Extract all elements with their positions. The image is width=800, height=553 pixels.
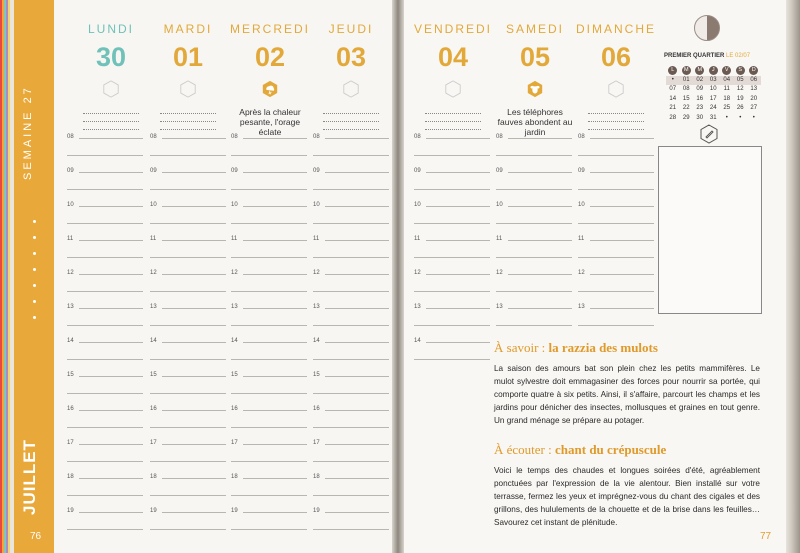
hour-column-samedi (496, 132, 572, 336)
hour-slot[interactable] (313, 200, 389, 234)
hour-label: 14 (414, 338, 421, 344)
hour-label: 16 (150, 406, 157, 412)
hour-slot[interactable] (67, 200, 143, 234)
calendar-day: 04 (720, 76, 734, 86)
hour-label: 10 (231, 202, 238, 208)
hour-label: 18 (231, 474, 238, 480)
hexagon-icon (607, 80, 625, 98)
hour-slot[interactable] (414, 234, 490, 268)
hour-label: 15 (313, 372, 320, 378)
article-prefix: À écouter : (494, 442, 556, 457)
hour-slot[interactable] (496, 200, 572, 234)
hour-label: 08 (67, 134, 74, 140)
hour-label: 17 (231, 440, 238, 446)
hour-label: 13 (313, 304, 320, 310)
day-number: 30 (95, 42, 127, 72)
calendar-day: 06 (747, 76, 761, 86)
calendar-day: 28 (669, 114, 677, 121)
hour-label: 13 (150, 304, 157, 310)
hour-label: 19 (67, 508, 74, 514)
hour-label: 14 (67, 338, 74, 344)
calendar-day: 14 (669, 95, 677, 102)
hour-label: 15 (231, 372, 238, 378)
hour-label: 11 (414, 236, 421, 242)
hour-label: 14 (313, 338, 320, 344)
hour-slot[interactable] (231, 234, 307, 268)
hour-label: 19 (150, 508, 157, 514)
hour-label: 15 (67, 372, 74, 378)
hour-label: 10 (578, 202, 585, 208)
bee-icon (526, 80, 544, 98)
hour-label: 09 (150, 168, 157, 174)
hour-slot[interactable] (313, 166, 389, 200)
hour-label: 10 (67, 202, 74, 208)
hour-slot[interactable] (67, 166, 143, 200)
day-name: MERCREDI (230, 22, 311, 36)
calendar-week-row (666, 104, 762, 114)
hour-slot[interactable] (67, 336, 143, 370)
hour-label: 08 (414, 134, 421, 140)
hour-slot[interactable] (67, 438, 143, 472)
hour-slot[interactable] (578, 302, 654, 336)
day-name: SAMEDI (505, 22, 564, 36)
hour-label: 12 (313, 270, 320, 276)
hour-slot[interactable] (578, 132, 654, 166)
hour-slot[interactable] (313, 132, 389, 166)
calendar-week-row (666, 85, 762, 95)
day-number: 02 (254, 42, 286, 72)
hour-slot[interactable] (231, 506, 307, 540)
day-note: Les téléphores fauves abondent au jardin (497, 107, 573, 137)
calendar-weekday: M (695, 66, 704, 75)
hour-slot[interactable] (231, 472, 307, 506)
calendar-day: 31 (709, 114, 717, 121)
hour-column-mardi (150, 132, 226, 540)
hour-label: 13 (231, 304, 238, 310)
hour-slot[interactable] (313, 438, 389, 472)
hour-label: 11 (150, 236, 157, 242)
page-edge-colored (0, 0, 14, 553)
hour-label: 10 (414, 202, 421, 208)
day-header-jeudi (311, 22, 391, 130)
hour-slot[interactable] (414, 200, 490, 234)
hour-column-lundi (67, 132, 143, 540)
hour-slot[interactable] (313, 370, 389, 404)
hour-slot[interactable] (150, 336, 226, 370)
hour-slot[interactable] (150, 268, 226, 302)
moon-phase-icon (694, 15, 720, 41)
article-title (494, 340, 760, 356)
calendar-day: • (725, 114, 728, 121)
notes-box[interactable] (658, 146, 762, 314)
day-number: 04 (437, 42, 469, 72)
calendar-day: • (739, 114, 742, 121)
hour-slot[interactable] (67, 132, 143, 166)
hour-label: 13 (414, 304, 421, 310)
calendar-day: • (666, 76, 680, 86)
hour-slot[interactable] (231, 336, 307, 370)
hour-slot[interactable] (414, 132, 490, 166)
hour-slot[interactable] (578, 166, 654, 200)
calendar-week-row (666, 76, 762, 86)
hour-slot[interactable] (414, 166, 490, 200)
hour-label: 12 (414, 270, 421, 276)
day-name: VENDREDI (413, 22, 492, 36)
hour-label: 10 (313, 202, 320, 208)
article-prefix: À savoir : (494, 340, 549, 355)
hour-label: 09 (414, 168, 421, 174)
hexagon-icon (102, 80, 120, 98)
hour-slot[interactable] (150, 166, 226, 200)
hour-slot[interactable] (150, 132, 226, 166)
calendar-day: 15 (682, 95, 690, 102)
calendar-day: 21 (669, 105, 677, 111)
article-title-text: chant du crépuscule (555, 442, 667, 457)
calendar-day: 18 (723, 95, 731, 102)
moon-phase-label (664, 53, 750, 59)
hour-label: 11 (231, 236, 238, 242)
hour-slot[interactable] (150, 234, 226, 268)
hour-slot[interactable] (313, 234, 389, 268)
hour-slot[interactable] (496, 132, 572, 166)
hexagon-icon (342, 80, 360, 98)
page-edge-right (786, 0, 800, 553)
hour-label: 16 (313, 406, 320, 412)
hour-label: 16 (67, 406, 74, 412)
day-name: DIMANCHE (576, 22, 657, 36)
calendar-day: • (752, 114, 755, 121)
hour-slot[interactable] (67, 506, 143, 540)
page-number-right: 77 (760, 531, 772, 542)
hour-slot[interactable] (231, 132, 307, 166)
hour-slot[interactable] (578, 268, 654, 302)
hour-slot[interactable] (496, 166, 572, 200)
hour-slot[interactable] (313, 268, 389, 302)
hour-label: 14 (150, 338, 157, 344)
calendar-header-row (666, 66, 762, 76)
calendar-week-row (666, 95, 762, 105)
calendar-day: 08 (682, 86, 690, 92)
hour-label: 16 (231, 406, 238, 412)
hour-label: 17 (150, 440, 157, 446)
hour-slot[interactable] (414, 302, 490, 336)
day-note: Après la chaleur pesante, l'orage éclate (239, 107, 301, 137)
hour-label: 10 (150, 202, 157, 208)
day-name: LUNDI (87, 22, 134, 36)
day-name: MARDI (163, 22, 213, 36)
hour-slot[interactable] (313, 506, 389, 540)
calendar-weekday: M (682, 66, 691, 75)
hour-label: 11 (496, 236, 503, 242)
hexagon-icon (444, 80, 462, 98)
hour-slot[interactable] (578, 200, 654, 234)
hour-label: 19 (313, 508, 320, 514)
moon-phase-name: PREMIER QUARTIER (664, 53, 725, 59)
hour-label: 11 (313, 236, 320, 242)
calendar-day: 19 (736, 95, 744, 102)
calendar-day: 29 (682, 114, 690, 121)
hour-label: 12 (150, 270, 157, 276)
hour-slot[interactable] (67, 268, 143, 302)
hour-slot[interactable] (313, 472, 389, 506)
article-title (494, 442, 760, 458)
article-title-text: la razzia des mulots (548, 340, 658, 355)
calendar-weekday: J (709, 66, 718, 75)
hour-slot[interactable] (67, 404, 143, 438)
hour-label: 08 (313, 134, 320, 140)
calendar-weekday: V (722, 66, 731, 75)
hour-label: 12 (496, 270, 503, 276)
hour-slot[interactable] (67, 370, 143, 404)
hour-slot[interactable] (150, 404, 226, 438)
calendar-day: 17 (709, 95, 717, 102)
calendar-day: 12 (736, 86, 744, 92)
calendar-day: 10 (709, 86, 717, 92)
hour-label: 08 (150, 134, 157, 140)
hour-slot[interactable] (578, 234, 654, 268)
hour-label: 13 (67, 304, 74, 310)
hour-slot[interactable] (496, 268, 572, 302)
calendar-week-row (666, 114, 762, 124)
article-a-ecouter (494, 442, 760, 529)
hour-slot[interactable] (67, 302, 143, 336)
hour-slot[interactable] (150, 370, 226, 404)
hour-slot[interactable] (231, 302, 307, 336)
calendar-day: 13 (750, 86, 758, 92)
hour-label: 14 (231, 338, 238, 344)
calendar-day: 30 (696, 114, 704, 121)
hour-label: 09 (496, 168, 503, 174)
calendar-body (666, 76, 762, 124)
month-label: JUILLET (20, 439, 39, 515)
hour-label: 18 (313, 474, 320, 480)
hour-label: 08 (496, 134, 503, 140)
hour-slot[interactable] (496, 234, 572, 268)
calendar-day: 07 (669, 86, 677, 92)
page-number-left: 76 (30, 531, 42, 542)
hour-slot[interactable] (313, 336, 389, 370)
calendar-day: 01 (680, 76, 694, 86)
calendar-day: 22 (682, 105, 690, 111)
hour-slot[interactable] (67, 234, 143, 268)
hour-label: 08 (231, 134, 238, 140)
hour-slot[interactable] (231, 438, 307, 472)
day-number: 05 (519, 42, 551, 72)
hour-slot[interactable] (67, 472, 143, 506)
hour-column-dimanche (578, 132, 654, 336)
hour-label: 09 (231, 168, 238, 174)
hour-slot[interactable] (313, 404, 389, 438)
calendar-day: 27 (750, 105, 758, 111)
moon-phase-date: LE 02/07 (726, 53, 751, 59)
calendar-day: 26 (736, 105, 744, 111)
hour-slot[interactable] (150, 200, 226, 234)
hour-label: 09 (578, 168, 585, 174)
hour-slot[interactable] (414, 336, 490, 370)
calendar-day: 24 (709, 105, 717, 111)
calendar-day: 20 (750, 95, 758, 102)
hour-label: 19 (231, 508, 238, 514)
day-number: 06 (600, 42, 632, 72)
hour-label: 18 (150, 474, 157, 480)
hour-slot[interactable] (496, 302, 572, 336)
calendar-day: 25 (723, 105, 731, 111)
hour-label: 13 (578, 304, 585, 310)
hour-label: 12 (578, 270, 585, 276)
week-label: SEMAINE 27 (22, 85, 34, 180)
hour-slot[interactable] (231, 404, 307, 438)
hour-label: 12 (231, 270, 238, 276)
day-header-samedi (495, 22, 575, 137)
hour-slot[interactable] (150, 302, 226, 336)
article-a-savoir (494, 340, 760, 427)
hour-label: 12 (67, 270, 74, 276)
calendar-day: 09 (696, 86, 704, 92)
calendar-day: 03 (707, 76, 721, 86)
hour-slot[interactable] (313, 302, 389, 336)
article-body: Voici le temps des chaudes et longues soirées d'été, agréablement ponctuées par l'expression de la vie alentour. Bien installé sur votre terrasse, fermez les yeux et imprégnez-vous du chant des cigales et des grillons, des hululements de la chouette et de la brise dans les feuilles… Savourez cet instant de plénitude. (494, 466, 760, 527)
hour-column-mercredi (231, 132, 307, 540)
calendar-weekday: L (668, 66, 677, 75)
calendar-day: 11 (723, 86, 730, 92)
calendar-day: 16 (696, 95, 704, 102)
calendar-weekday: D (749, 66, 758, 75)
hour-column-jeudi (313, 132, 389, 540)
hour-label: 09 (67, 168, 74, 174)
hour-slot[interactable] (231, 268, 307, 302)
calendar-day: 05 (734, 76, 748, 86)
hour-label: 13 (496, 304, 503, 310)
hour-label: 17 (313, 440, 320, 446)
day-header-vendredi (413, 22, 493, 130)
day-header-mardi (148, 22, 228, 130)
day-number: 03 (335, 42, 367, 72)
hour-label: 11 (578, 236, 585, 242)
hour-label: 09 (313, 168, 320, 174)
hour-slot[interactable] (150, 438, 226, 472)
hour-label: 10 (496, 202, 503, 208)
hour-label: 17 (67, 440, 74, 446)
calendar-day: 23 (696, 105, 704, 111)
hour-slot[interactable] (231, 166, 307, 200)
calendar-weekday: S (736, 66, 745, 75)
hour-slot[interactable] (231, 370, 307, 404)
book-gutter (392, 0, 404, 553)
day-number: 01 (172, 42, 204, 72)
day-header-dimanche (576, 22, 656, 130)
band-dots (24, 220, 44, 330)
hour-column-vendredi (414, 132, 490, 370)
mini-calendar (666, 66, 762, 123)
day-header-lundi (71, 22, 151, 130)
hour-slot[interactable] (414, 268, 490, 302)
day-header-mercredi (230, 22, 310, 137)
calendar-day: 02 (693, 76, 707, 86)
article-body: La saison des amours bat son plein chez les petits mammifères. Le mulot sylvestre doit emmagasiner des forces pour nourrir sa portée, qui comporte quatre à six petits. Ainsi, il s'affaire, parcourt les champs et les jardins pour dénicher des insectes, mollusques et graines en tout genre. Un grand ménage se prépare au potager. (494, 364, 760, 425)
hour-slot[interactable] (150, 472, 226, 506)
hour-slot[interactable] (231, 200, 307, 234)
hour-label: 08 (578, 134, 585, 140)
hour-label: 11 (67, 236, 74, 242)
hour-label: 15 (150, 372, 157, 378)
storm-icon (261, 80, 279, 98)
hexagon-icon (179, 80, 197, 98)
hour-slot[interactable] (150, 506, 226, 540)
day-name: JEUDI (328, 22, 374, 36)
hour-label: 18 (67, 474, 74, 480)
pencil-icon (699, 124, 719, 144)
